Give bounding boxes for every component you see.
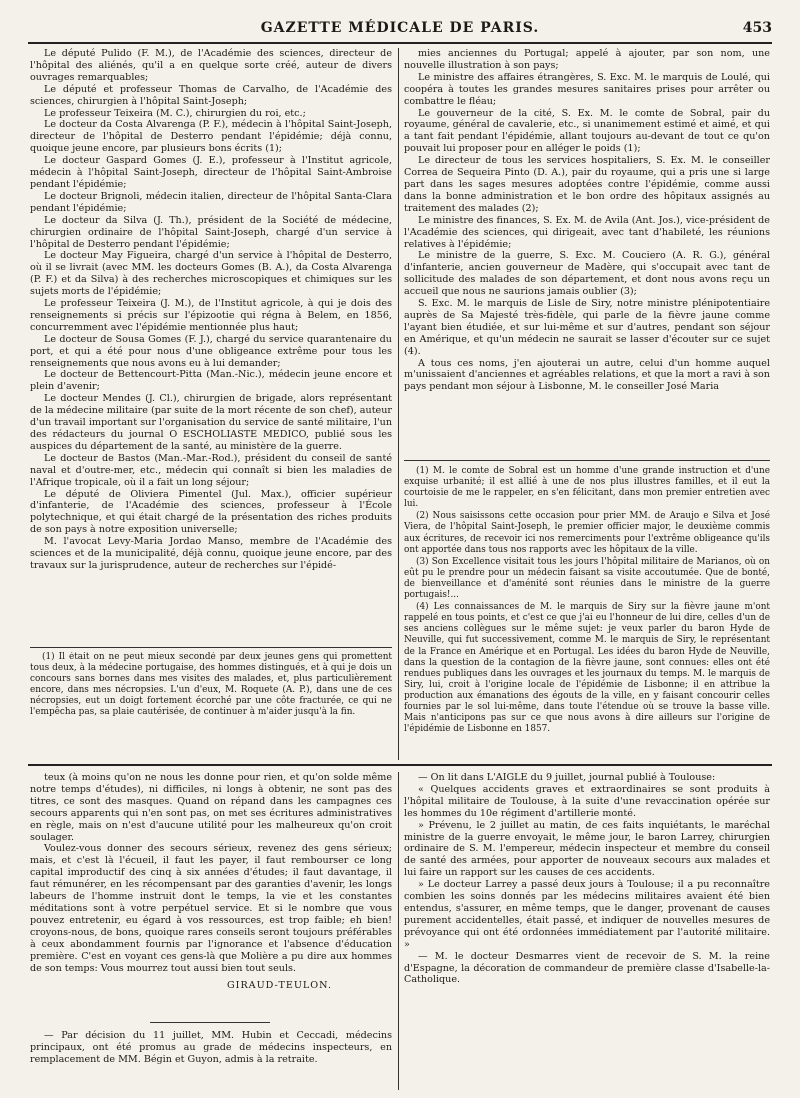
paragraph: Le docteur da Silva (J. Th.), président de la Société de médecine, chirurgien ordinaire de l'hôpital Saint-Joseph, chargé d'un service à l'hôpital de Desterro pendant l'épidémie;	[30, 214, 392, 250]
paragraph: (3) Son Excellence visitait tous les jours l'hôpital militaire de Marianos, où on eût pu le prendre pour un médecin faisant sa visite accoutumée. Que de bonté, de bienveillance et d'aménité sont réunies dans le ministre de la guerre portugais!...	[404, 556, 770, 601]
paragraph: Le député Pulido (F. M.), de l'Académie des sciences, directeur de l'hôpital des aliénés, qu'il a en quelque sorte créé, auteur de divers ouvrages remarquables;	[30, 48, 392, 83]
paragraph: Le professeur Teixeira (M. C.), chirurgien du roi, etc.;	[44, 107, 306, 119]
paragraph: Le professeur Teixeira (J. M.), de l'Institut agricole, à qui je dois des renseignements si précis sur l'épizootie qui régna à Belem, en 1856, concurremment avec l'épidémie mentionnée plus haut;	[30, 298, 392, 333]
paragraph: — M. le docteur Desmarres vient de recevoir de S. M. la reine d'Espagne, la décoration de commandeur de première classe d'Isabelle-la-Catholique.	[404, 950, 770, 986]
left-footnote-divider	[30, 647, 392, 648]
right-footnote-divider	[404, 460, 770, 461]
paragraph: Le docteur May Figueira, chargé d'un service à l'hôpital de Desterro, où il se livrait (avec MM. les docteurs Gomes (B. A.), da Costa Alvarenga (P. F.) et da Silva) à des recherches microscopiques et chimiques sur les sujets morts de l'épidémie;	[30, 250, 392, 298]
paragraph: Le gouverneur de la cité, S. Ex. M. le comte de Sobral, pair du royaume, général de cavalerie, etc., si unanimement estimé et aimé, et qui a tant fait pendant l'épidémie, allant toujours au-devant de tout ce qu'on pouvait lui proposer pour en alléger le poids (1);	[404, 107, 770, 155]
right-column-bottom	[404, 772, 770, 1090]
paragraph: S. Exc. M. le marquis de Lisle de Siry, notre ministre plénipotentiaire auprès de Sa Majesté très-fidèle, qui parle de la fièvre jaune comme l'ayant bien étudiée, et sur lui-même et sur d'autres, pendant son séjour en Amérique, et qu'un médecin ne saurait se lasser d'écouter sur ce sujet (4).	[404, 298, 770, 357]
paragraph: Le docteur de Sousa Gomes (F. J.), chargé du service quarantenaire du port, et qui a été pour nous d'une obligeance extrême pour tous les renseignements que nous avons eu à lui demander;	[30, 333, 392, 369]
left-news-divider	[150, 1022, 270, 1023]
author-signature: GIRAUD-TEULON.	[226, 980, 332, 992]
paragraph: Le ministre de la guerre, S. Exc. M. Couciero (A. R. G.), général d'infanterie, ancien gouverneur de Madère, qui s'occupait avec tant de sollicitude des malades de son département, et dont nous avons reçu un accueil que nous ne saurions jamais oublier (3);	[404, 250, 770, 298]
left-column-footnotes	[30, 652, 392, 752]
paragraph: » Le docteur Larrey a passé deux jours à Toulouse; il a pu reconnaître combien les soins donnés par les médecins militaires avaient été bien entendus, s'assurer, en même temps, que le danger, provenant de causes purement accidentelles, était passé, et indiquer de nouvelles mesures de prévoyance qui ont été ordonnées immédiatement par l'autorité militaire. »	[404, 879, 770, 950]
left-column-top	[30, 48, 392, 643]
paragraph: A tous ces noms, j'en ajouterai un autre, celui d'un homme auquel m'unissaient d'anciennes et agréables relations, et que la mort a ravi à son pays pendant mon séjour à Lisbonne, M. le conseiller José Maria	[404, 357, 770, 393]
page-title: GAZETTE MÉDICALE DE PARIS.	[260, 20, 540, 36]
paragraph: teux (à moins qu'on ne nous les donne pour rien, et qu'on solde même notre temps d'études), ni difficiles, ni longs à obtenir, ne sont pas des titres, ce sont des masques. Quand on répand dans les campagnes ces secours apparents qui n'en sont pas, on met ses écritures administratives en règle, mais on n'est d'aucune utilité pour les malheureux qu'on croit soulager.	[30, 772, 392, 843]
paragraph: (1) Il était on ne peut mieux secondé par deux jeunes gens qui promettent tous deux, à la médecine portugaise, des hommes distingués, et à qui je dois un concours sans bornes dans mes visites des malades, et, plus particulièrement encore, dans mes nécropsies. L'un d'eux, M. Roquete (A. P.), dans une de ces nécropsies, eut un doigt fortement écorché par une côte fracturée, ce qui ne l'empêcha pas, sa plaie cautérisée, de continuer à m'aider jusqu'à la fin.	[30, 652, 392, 718]
paragraph: (4) Les connaissances de M. le marquis de Siry sur la fièvre jaune m'ont rappelé en tous points, et c'est ce que j'ai eu l'honneur de lui dire, celles d'un de ses anciens collègues sur le même sujet: je veux parler du baron Hyde de Neuville, qui fut successivement, comme M. le marquis de Siry, le représentant de la France en Amérique et en Portugal. Les idées du baron Hyde de Neuville, dans la question de la contagion de la fièvre jaune, sont connues: elles ont été rendues publiques dans les ouvrages et les journaux du temps. M. le marquis de Siry, lui, croit à l'origine locale de l'épidémie de Lisbonne; il en attribue la production aux émanations des égouts de la ville, en y faisant concourir celles fournies par le sol lui-même, dans toute l'étendue où se trouve la basse ville. Mais n'anticipons pas sur ce que nous avons à dire ailleurs sur l'origine de l'épidémie de Lisbonne en 1857.	[404, 602, 770, 735]
column-divider-top	[398, 48, 399, 760]
page-number: 453	[742, 20, 772, 36]
paragraph: (2) Nous saisissons cette occasion pour prier MM. de Araujo e Silva et José Viera, de l'hôpital Saint-Joseph, le premier officier major, le deuxième commis aux écritures, de recevoir ici nos remerciments pour l'extrême obligeance qu'ils ont apportée dans tous nos rapports avec les hôpitaux de la ville.	[404, 511, 770, 555]
paragraph: Le docteur Mendes (J. Cl.), chirurgien de brigade, alors représentant de la médecine militaire (par suite de la mort récente de son chef), auteur d'un travail important sur l'organisation du service de santé militaire, l'un des rédacteurs du journal O ESCHOLIASTE MEDICO, publié sous les auspices du département de la santé, au ministère de la guerre.	[30, 393, 392, 452]
paragraph: (1) M. le comte de Sobral est un homme d'une grande instruction et d'une exquise urbanité; il est allié à une de nos plus illustres familles, et il eut la courtoisie de me le rappeler, en s'en félicitant, dans mon premier entretien avec lui.	[404, 466, 770, 510]
paragraph: Le docteur da Costa Alvarenga (P. F.), médecin à l'hôpital Saint-Joseph, directeur de l'hôpital de Desterro pendant l'épidémie; déjà connu, quoique jeune encore, par plusieurs bons écrits (1);	[30, 119, 392, 155]
section-divider	[28, 764, 772, 766]
right-column-footnotes	[404, 466, 770, 758]
left-news-item	[30, 1030, 392, 1090]
left-column-bottom	[30, 772, 392, 1010]
paragraph: M. l'avocat Levy-Maria Jordao Manso, membre de l'Académie des sciences et de la municipalité, déjà connu, quoique jeune encore, par des travaux sur la jurisprudence, auteur de recherches sur l'épidé-	[30, 536, 392, 571]
paragraph: Le docteur Gaspard Gomes (J. E.), professeur à l'Institut agricole, médecin à l'hôpital Saint-Joseph, directeur de l'hôpital Saint-Ambroise pendant l'épidémie;	[30, 155, 392, 190]
paragraph: « Quelques accidents graves et extraordinaires se sont produits à l'hôpital militaire de Toulouse, à la suite d'une revaccination opérée sur les hommes du 10e régiment d'artillerie monté.	[404, 783, 770, 819]
page-header	[28, 18, 772, 44]
paragraph: Le ministre des affaires étrangères, S. Exc. M. le marquis de Loulé, qui coopéra à toutes les grandes mesures sanitaires prises pour arrêter ou combattre le fléau;	[404, 71, 770, 107]
paragraph: Le député et professeur Thomas de Carvalho, de l'Académie des sciences, chirurgien à l'hôpital Saint-Joseph;	[30, 83, 392, 107]
paragraph: Le député de Oliviera Pimentel (Jul. Max.), officier supérieur d'infanterie, de l'Académie des sciences, professeur à l'École polytechnique, et qui était chargé de la présentation des riches produits de son pays à notre exposition universelle;	[30, 488, 392, 536]
paragraph: Voulez-vous donner des secours sérieux, revenez des gens sérieux; mais, et c'est là l'écueil, il faut les payer, il faut rembourser ce long capital improductif des cinq à six années d'études; il faut davantage, il faut rémunérer, en les récompensant par des garanties d'avenir, les longs labeurs de l'homme instruit dont le temps, la vie et les constantes méditations sont à votre perpétuel service. Et si le nombre que vous pouvez entretenir, eu égard à vos ressources, est trop faible; eh bien! croyons-nous, de bons, quoique rares conseils seront toujours préférables à ceux abondamment fournis par l'ignorance et l'absence d'éducation première. C'est en voyant ces gens-là que Molière a pu dire aux hommes de son temps: Vous mourrez tout aussi bien tout seuls.	[30, 843, 392, 974]
paragraph: mies anciennes du Portugal; appelé à ajouter, par son nom, une nouvelle illustration à son pays;	[404, 48, 770, 71]
paragraph: Le ministre des finances, S. Ex. M. de Avila (Ant. Jos.), vice-président de l'Académie des sciences, qui dirigeait, avec tant d'habileté, les réunions relatives à l'épidémie;	[404, 214, 770, 250]
paragraph: Le directeur de tous les services hospitaliers, S. Ex. M. le conseiller Correa de Sequeira Pinto (D. A.), pair du royaume, qui a pris une si large part dans les sages mesures adoptées contre l'épidémie, comme aussi dans la bonne administration et le bon ordre des hôpitaux assignés au traitement des malades (2);	[404, 155, 770, 214]
paragraph: — Par décision du 11 juillet, MM. Hubin et Ceccadi, médecins principaux, ont été promus au grade de médecins inspecteurs, en remplacement de MM. Bégin et Guyon, admis à la retraite.	[30, 1030, 392, 1065]
paragraph: Le docteur de Bastos (Man.-Mar.-Rod.), président du conseil de santé naval et d'outre-mer, etc., médecin qui connaît si bien les maladies de l'Afrique tropicale, où il a fait un long séjour;	[30, 452, 392, 488]
paragraph: » Prévenu, le 2 juillet au matin, de ces faits inquiétants, le maréchal ministre de la guerre envoyait, le même jour, le baron Larrey, chirurgien ordinaire de S. M. l'empereur, médecin inspecteur et membre du conseil de santé des armées, pour apporter de nouveaux secours aux malades et lui faire un rapport sur les causes de ces accidents.	[404, 819, 770, 879]
column-divider-bottom	[398, 772, 399, 1090]
paragraph: Le docteur de Bettencourt-Pitta (Man.-Nic.), médecin jeune encore et plein d'avenir;	[30, 369, 392, 393]
paragraph: Le docteur Brignoli, médecin italien, directeur de l'hôpital Santa-Clara pendant l'épidémie;	[30, 190, 392, 214]
right-column-top	[404, 48, 770, 456]
paragraph: — On lit dans L'AIGLE du 9 juillet, journal publié à Toulouse:	[418, 772, 716, 783]
